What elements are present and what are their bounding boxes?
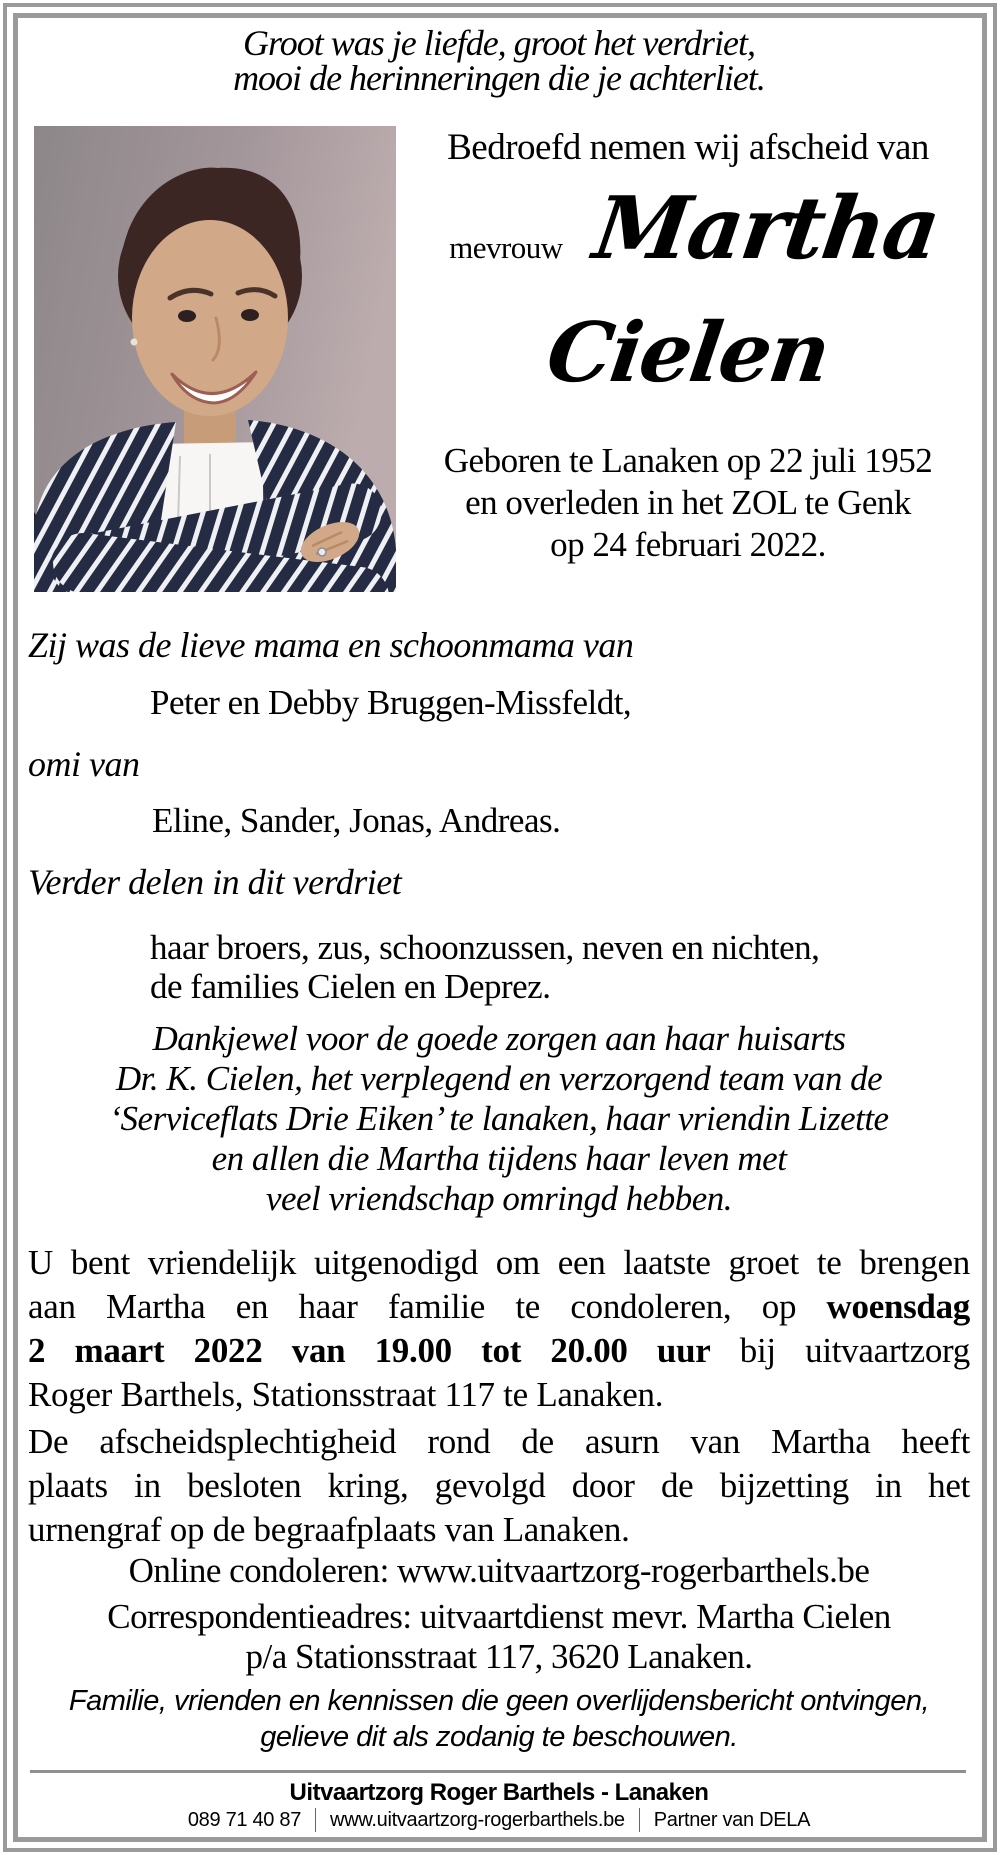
footer-separator-2 bbox=[639, 1808, 640, 1832]
thanks-line-5: veel vriendschap omringd hebben. bbox=[265, 1179, 733, 1218]
relation-names-extended-family bbox=[150, 928, 968, 1006]
ceremony-line-3: urnengraf op de begraafplaats van Lanaken. bbox=[28, 1510, 630, 1549]
notification-notice bbox=[30, 1683, 968, 1755]
invitation-line-2-text: aan Martha en haar familie te condoleren, op bbox=[28, 1287, 827, 1326]
footer-partner: Partner van DELA bbox=[653, 1809, 811, 1831]
birth-line-2: en overleden in het ZOL te Genk bbox=[465, 483, 911, 522]
footer-divider bbox=[30, 1770, 966, 1773]
online-condolence-line: Online condoleren: www.uitvaartzorg-rogerbarthels.be bbox=[128, 1551, 870, 1590]
relation-label-mama: Zij was de lieve mama en schoonmama van bbox=[28, 625, 634, 665]
footer-separator-1 bbox=[315, 1808, 316, 1832]
invitation-line-4: Roger Barthels, Stationsstraat 117 te Lanaken. bbox=[28, 1375, 664, 1414]
ceremony-line-2: plaats in besloten kring, gevolgd door de bijzetting in het bbox=[28, 1466, 970, 1505]
invitation-line-3 bbox=[28, 1329, 970, 1373]
deceased-first-name: Martha bbox=[587, 178, 945, 279]
thanks-paragraph bbox=[30, 1019, 968, 1219]
birth-line-3: op 24 februari 2022. bbox=[550, 525, 826, 564]
relation-label-verdriet: Verder delen in dit verdriet bbox=[28, 862, 402, 902]
honorific: mevrouw bbox=[449, 230, 563, 265]
relation-label-omi: omi van bbox=[28, 744, 140, 784]
relation-names-children: Peter en Debby Bruggen-Missfeldt, bbox=[150, 683, 632, 722]
ceremony-line-1: De afscheidsplechtigheid rond de asurn van Martha heeft bbox=[28, 1422, 970, 1461]
footer-website: www.uitvaartzorg-rogerbarthels.be bbox=[330, 1809, 625, 1831]
quote-line-2: mooi de herinneringen die je achterliet. bbox=[233, 58, 765, 98]
invitation-line-2 bbox=[28, 1285, 970, 1329]
birth-line-1: Geboren te Lanaken op 22 juli 1952 bbox=[443, 441, 933, 480]
intro-line: Bedroefd nemen wij afscheid van bbox=[447, 127, 929, 168]
extended-family-line-1: haar broers, zus, schoonzussen, neven en nichten, bbox=[150, 928, 820, 967]
funeral-home-name: Uitvaartzorg Roger Barthels - Lanaken bbox=[289, 1779, 709, 1806]
correspondence-address bbox=[30, 1597, 968, 1677]
invitation-line-3-text: bij uitvaartzorg bbox=[710, 1331, 970, 1370]
correspondence-line-1: Correspondentieadres: uitvaartdienst mevr. Martha Cielen bbox=[107, 1597, 891, 1636]
deceased-last-name: Cielen bbox=[541, 305, 835, 401]
notice-line-2: gelieve dit als zodanig te beschouwen. bbox=[260, 1721, 738, 1753]
memorial-quote bbox=[30, 23, 968, 98]
quote-line-1: Groot was je liefde, groot het verdriet, bbox=[243, 23, 755, 63]
announcement-column bbox=[402, 126, 974, 596]
thanks-line-4: en allen die Martha tijdens haar leven met bbox=[211, 1139, 787, 1178]
thanks-line-2: Dr. K. Cielen, het verplegend en verzorgend team van de bbox=[115, 1059, 883, 1098]
thanks-line-3: ‘Serviceflats Drie Eiken’ te lanaken, haar vriendin Lizette bbox=[109, 1099, 889, 1138]
notice-line-1: Familie, vrienden en kennissen die geen overlijdensbericht ontvingen, bbox=[68, 1685, 930, 1717]
funeral-home-contact bbox=[30, 1808, 968, 1832]
extended-family-line-2: de families Cielen en Deprez. bbox=[150, 967, 551, 1006]
relation-names-grandchildren: Eline, Sander, Jonas, Andreas. bbox=[152, 801, 561, 840]
thanks-line-1: Dankjewel voor de goede zorgen aan haar huisarts bbox=[152, 1019, 846, 1058]
correspondence-line-2: p/a Stationsstraat 117, 3620 Lanaken. bbox=[245, 1637, 753, 1676]
ceremony-paragraph bbox=[28, 1420, 970, 1552]
portrait-photo bbox=[34, 126, 396, 592]
name-row bbox=[402, 174, 984, 309]
invitation-date-bold: woensdag bbox=[826, 1287, 970, 1326]
invitation-paragraph bbox=[28, 1241, 970, 1417]
last-name-row bbox=[402, 298, 974, 432]
invitation-line-1: U bent vriendelijk uitgenodigd om een laatste groet te brengen bbox=[28, 1243, 970, 1282]
invitation-time-bold: 2 maart 2022 van 19.00 tot 20.00 uur bbox=[28, 1331, 711, 1370]
footer-phone: 089 71 40 87 bbox=[187, 1809, 302, 1831]
birth-death-dates bbox=[402, 440, 974, 566]
